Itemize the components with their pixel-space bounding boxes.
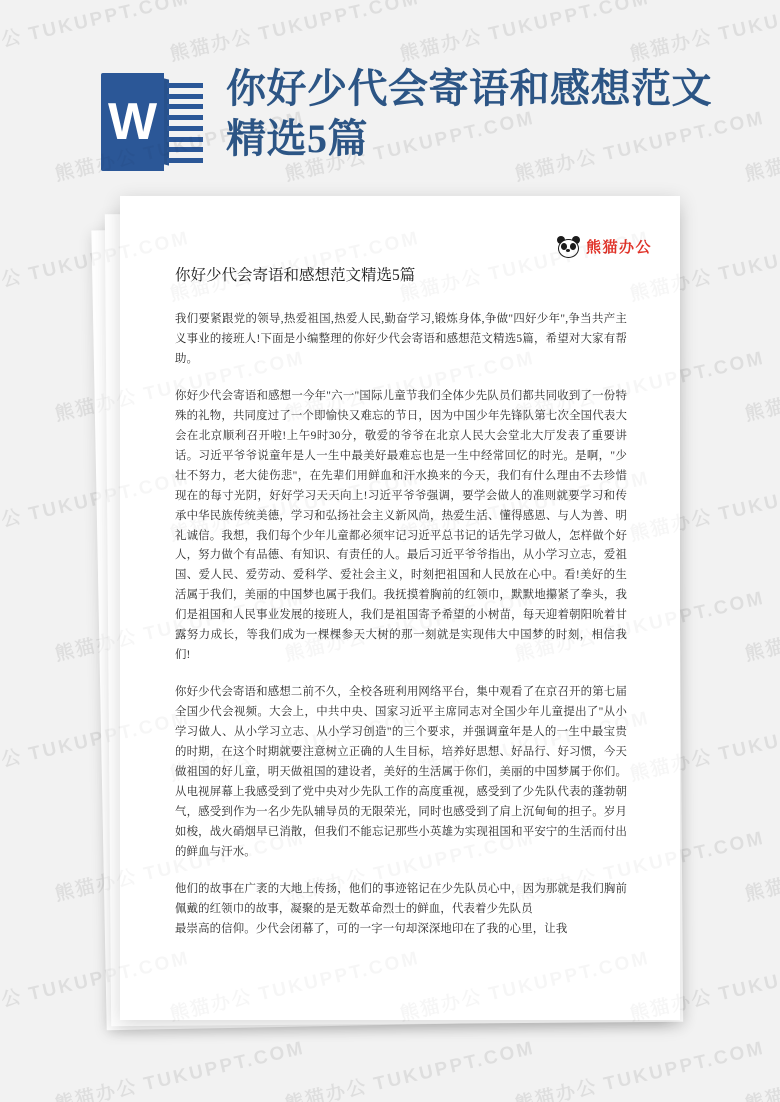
paragraph-2: 你好少代会寄语和感想一今年"六一"国际儿童节我们全体少先队员们都共同收到了一份特殊的礼物，共同度过了一个即愉快又难忘的节日，因为中国少年先锋队第七次全国代表大会在北京顺利召开啦!上午9时30分，敬爱的爷爷在北京人民大会堂北大厅发表了重要讲话。习近平爷爷说童年是人一生中最美好最难忘也是一生中经常回忆的时光。是啊，"少壮不努力，老大徒伤悲"，在先辈们用鲜血和汗水换来的今天，我们有什么理由不去珍惜现在的每寸光阴，好好学习天天向上!习近平爷爷强调，要学会做人的准则就要学习和传承中华民族传统美德，学习和弘扬社会主义新风尚，热爱生活、懂得感恩、与人为善、明礼诚信。我想，我们每个少年儿童都必须牢记习近平总书记的话先学习做人，怎样做个好人，努力做个有品德、有知识、有责任的人。最后习近平爷爷指出，从小学习立志，爱祖国、爱人民、爱劳动、爱科学、爱社会主义，时刻把祖国和人民放在心中。看!美好的生活属于我们，美丽的中国梦也属于我们。我抚摸着胸前的红领巾，默默地攥紧了拳头，我们是祖国和人民事业发展的接班人，我们是祖国寄予希望的小树苗，每天迎着朝阳吮着甘露努力成长，等我们成为一棵棵参天大树的那一刻就是实现伟大中国梦的时刻，相信我们! (175, 389, 627, 662)
word-document-icon (101, 71, 203, 175)
page-sheet-main (120, 196, 680, 1020)
paragraph-5: 最崇高的信仰。少代会闭幕了，可的一字一句却深深地印在了我的心里，让我 (175, 922, 568, 935)
document-body (120, 196, 680, 1020)
paragraph-1: 我们要紧跟党的领导,热爱祖国,热爱人民,勤奋学习,锻炼身体,争做"四好少年",争当共产主义事业的接班人!下面是小编整理的你好少代会寄语和感想范文精选5篇，希望对大家有帮助。 (175, 313, 627, 365)
document-paragraphs (175, 310, 627, 940)
brand-logo (557, 236, 652, 259)
word-icon-lines (167, 83, 203, 163)
brand-name: 熊猫办公 (585, 239, 652, 256)
page-title: 你好少代会寄语和感想范文精选5篇 (226, 66, 712, 162)
paragraph-4: 他们的故事在广袤的大地上传扬，他们的事迹铭记在少先队员心中，因为那就是我们胸前佩戴的红领巾的故事，凝聚的是无数革命烈士的鲜血，代表着少先队员 (175, 882, 627, 915)
panda-icon (557, 236, 580, 259)
document-title: 你好少代会寄语和感想范文精选5篇 (175, 267, 416, 284)
headline-block (226, 64, 726, 165)
word-icon-letter: W (107, 93, 158, 151)
paragraph-3: 你好少代会寄语和感想二前不久，全校各班利用网络平台，集中观看了在京召开的第七届全国少代会视频。大会上，中共中央、国家习近平主席同志对全国少年儿童提出了"从小学习做人、从小学习立志、从小学习创造"的三个要求，并强调童年是人的一生中最宝贵的时期，在这个时期就要注意树立正确的人生目标，培养好思想、好品行、好习惯，今天做祖国的好儿童，明天做祖国的建设者，美好的生活属于你们，美丽的中国梦属于你们。从电视屏幕上我感受到了党中央对少先队工作的高度重视，感受到了少先队代表的蓬勃朝气，感受到作为一名少先队辅导员的无限荣光，同时也感受到了肩上沉甸甸的担子。岁月如梭，战火硝烟早已消散，但我们不能忘记那些小英雄为实现祖国和平安宁的生活而付出的鲜血与汗水。 (175, 686, 627, 858)
preview-header (0, 0, 780, 182)
